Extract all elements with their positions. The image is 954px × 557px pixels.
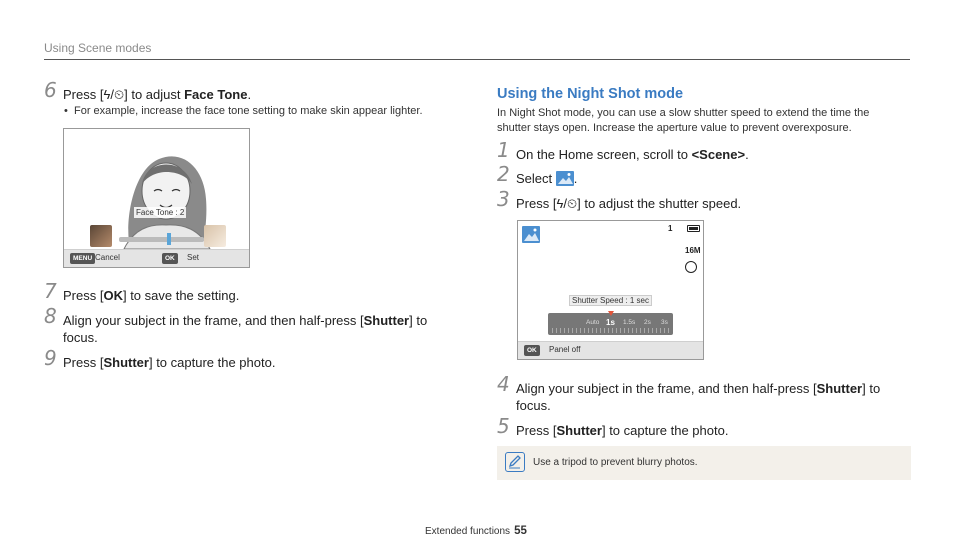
- screen-menubar: [64, 249, 249, 267]
- shutter-speed-slider[interactable]: [548, 313, 673, 335]
- page-number: 55: [514, 525, 527, 537]
- note-text: Use a tripod to prevent blurry photos.: [533, 457, 698, 468]
- slider-knob[interactable]: [167, 233, 171, 245]
- tick-selected: 1s: [606, 318, 615, 327]
- night-scene-icon: [522, 226, 540, 243]
- shutter-speed-label: Shutter Speed : 1 sec: [569, 295, 652, 306]
- step-text: Press [ϟ/⏲] to adjust Face Tone.: [63, 87, 252, 102]
- step-number: 3: [497, 187, 510, 211]
- step-number: 7: [44, 279, 57, 303]
- step-number: 5: [497, 414, 510, 438]
- step-number: 8: [44, 304, 57, 328]
- step-text: Select .: [516, 171, 578, 186]
- screen-menubar: [518, 341, 703, 359]
- shot-count: 1: [668, 224, 673, 233]
- ok-button-icon: OK: [524, 345, 540, 356]
- slider-marker: [608, 311, 614, 316]
- section-title: Using the Night Shot mode: [497, 86, 684, 102]
- tick-3s: 3s: [661, 319, 668, 326]
- note-pencil-icon: [505, 452, 525, 472]
- note-box: [497, 446, 911, 480]
- tick-scale: [552, 328, 669, 333]
- battery-icon: [687, 225, 700, 232]
- step-number: 1: [497, 138, 510, 162]
- footer-label: Extended functions: [425, 526, 511, 537]
- flash-timer-icon: ϟ/⏲: [556, 196, 578, 211]
- ok-button-icon: OK: [162, 253, 178, 264]
- step-number: 9: [44, 346, 57, 370]
- step-text: On the Home screen, scroll to <Scene>.: [516, 147, 749, 162]
- flash-timer-icon: ϟ/⏲: [103, 87, 125, 102]
- menu-button-icon: MENU: [70, 253, 95, 264]
- intro-paragraph: In Night Shot mode, you can use a slow shutter speed to extend the time the shutter stays open. Increase the aperture value to prevent overexposure.: [497, 107, 870, 134]
- step-number: 2: [497, 162, 510, 186]
- tick-auto: Auto: [586, 319, 600, 326]
- dark-tone-thumbnail: [90, 225, 112, 247]
- face-tone-label: Face Tone : 2: [136, 208, 185, 217]
- header-rule: [44, 59, 910, 60]
- light-tone-thumbnail: [204, 225, 226, 247]
- step-text: Press [OK] to save the setting.: [63, 288, 240, 303]
- step-text: Align your subject in the frame, and then half-press [Shutter] to focus.: [63, 313, 428, 345]
- tick-1-5s: 1.5s: [623, 319, 636, 326]
- tick-2s: 2s: [644, 319, 651, 326]
- face-tone-slider[interactable]: [119, 237, 204, 242]
- page-footer: [425, 525, 527, 537]
- face-tone-screen: [63, 128, 250, 268]
- step-text: Press [Shutter] to capture the photo.: [63, 355, 276, 370]
- night-shot-screen: [517, 220, 704, 360]
- step-number: 6: [44, 78, 57, 102]
- step-text: Align your subject in the frame, and then half-press [Shutter] to focus.: [516, 381, 881, 413]
- image-size-icon: 16M: [685, 246, 701, 255]
- night-scene-icon: [556, 171, 574, 186]
- step-number: 4: [497, 372, 510, 396]
- flash-off-icon: [685, 261, 697, 273]
- ok-key: OK: [103, 288, 123, 303]
- cancel-label: Cancel: [95, 253, 120, 262]
- set-label: Set: [187, 253, 200, 262]
- section-header: Using Scene modes: [44, 41, 152, 55]
- step-text: Press [ϟ/⏲] to adjust the shutter speed.: [516, 196, 742, 211]
- panel-off-label: Panel off: [549, 345, 581, 354]
- tip-bullet: • For example, increase the face tone setting to make skin appear lighter.: [64, 105, 423, 117]
- step-text: Press [Shutter] to capture the photo.: [516, 423, 729, 438]
